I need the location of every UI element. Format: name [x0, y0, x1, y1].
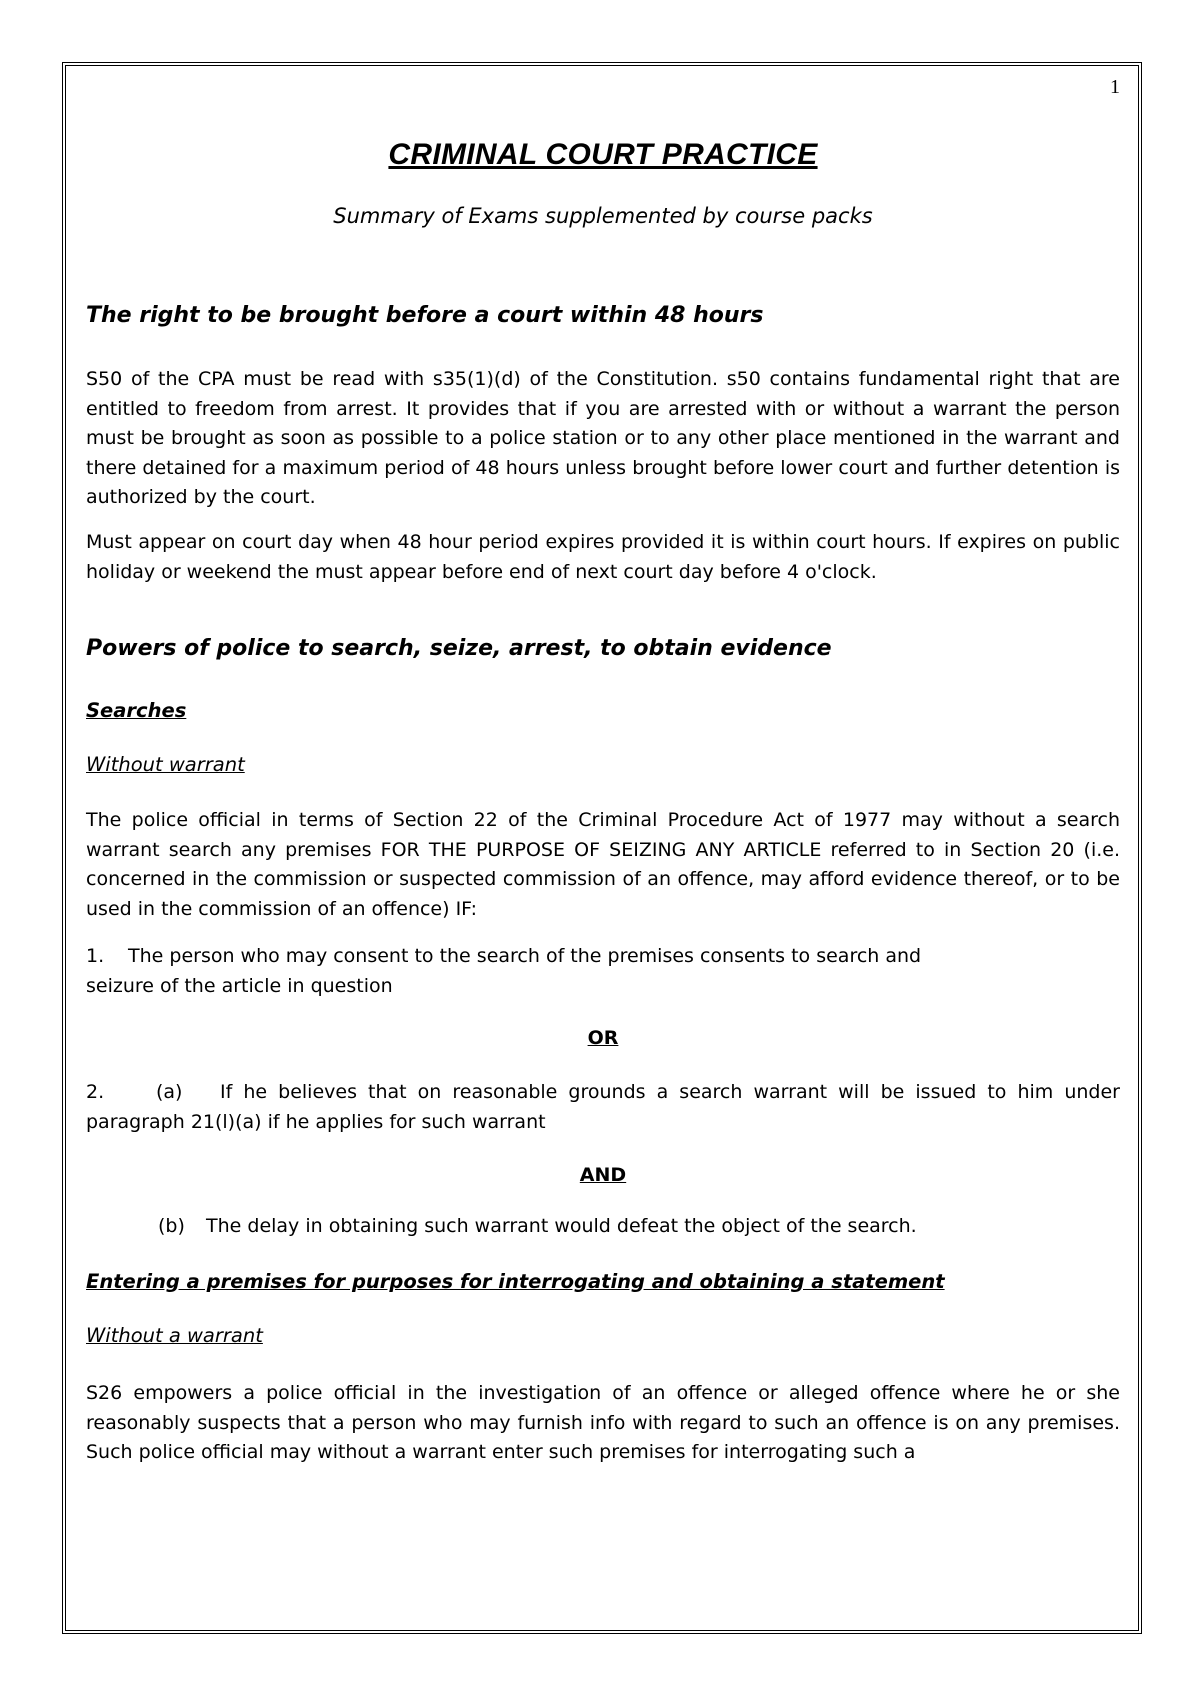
section-heading-48-hours: The right to be brought before a court within 48 hours — [86, 303, 764, 328]
subheading-entering-premises: Entering a premises for purposes for interrogating and obtaining a statement — [86, 1270, 945, 1293]
paragraph-s26: S26 empowers a police official in the investigation of an offence or alleged offence where he or she reasonably suspects that a person who may furnish info with regard to such an offence is on any premises. Such police official may without a warrant enter such premises for interrogating such a — [86, 1382, 1120, 1463]
paragraph-section-22: The police official in terms of Section 22 of the Criminal Procedure Act of 1977 may without a search warrant search any premises FOR THE PURPOSE OF SEIZING ANY ARTICLE referred to in Section 20 (i.e. concerned in the commission or suspected commission of an offence, may afford evidence thereof, or to be used in the commission of an offence) IF: — [86, 809, 1120, 920]
document-subtitle: Summary of Exams supplemented by course packs — [333, 204, 873, 228]
list-item-2 — [86, 1078, 1120, 1137]
list-item-2a-label: (a) — [156, 1081, 183, 1103]
list-item-1-number: 1. — [86, 945, 105, 967]
section-heading-police-powers: Powers of police to search, seize, arrest, to obtain evidence — [86, 636, 832, 661]
paragraph-court-day: Must appear on court day when 48 hour period expires provided it is within court hours. If expires on public holiday or weekend the must appear before end of next court day before 4 o'clock. — [86, 531, 1120, 583]
list-item-1 — [86, 942, 1120, 1001]
list-item-1-text: The person who may consent to the search of the premises consents to search and — [128, 945, 922, 967]
list-item-2b — [158, 1215, 917, 1237]
subheading-without-warrant: Without warrant — [86, 753, 245, 776]
and-connector: AND — [579, 1164, 627, 1186]
document-title: CRIMINAL COURT PRACTICE — [388, 138, 818, 171]
list-item-2b-text: The delay in obtaining such warrant would defeat the object of the search. — [206, 1215, 917, 1237]
list-item-2a-text: If he believes that on reasonable grounds a search warrant will be issued to him under paragraph 21(l)(a) if he applies for such warrant — [86, 1081, 1120, 1133]
subheading-without-a-warrant: Without a warrant — [86, 1324, 263, 1347]
list-item-2b-label: (b) — [158, 1215, 185, 1237]
page-number: 1 — [1110, 76, 1120, 98]
list-item-2-number: 2. — [86, 1081, 105, 1103]
list-item-1-text-cont: seizure of the article in question — [86, 974, 393, 997]
subheading-searches: Searches — [86, 699, 187, 722]
or-connector: OR — [587, 1027, 619, 1049]
paragraph-s50: S50 of the CPA must be read with s35(1)(d) of the Constitution. s50 contains fundamental right that are entitled to freedom from arrest. It provides that if you are arrested with or without a warrant the person must be brought as soon as possible to a police station or to any other place mentioned in the warrant and there detained for a maximum period of 48 hours unless brought before lower court and further detention is authorized by the court. — [86, 368, 1120, 508]
